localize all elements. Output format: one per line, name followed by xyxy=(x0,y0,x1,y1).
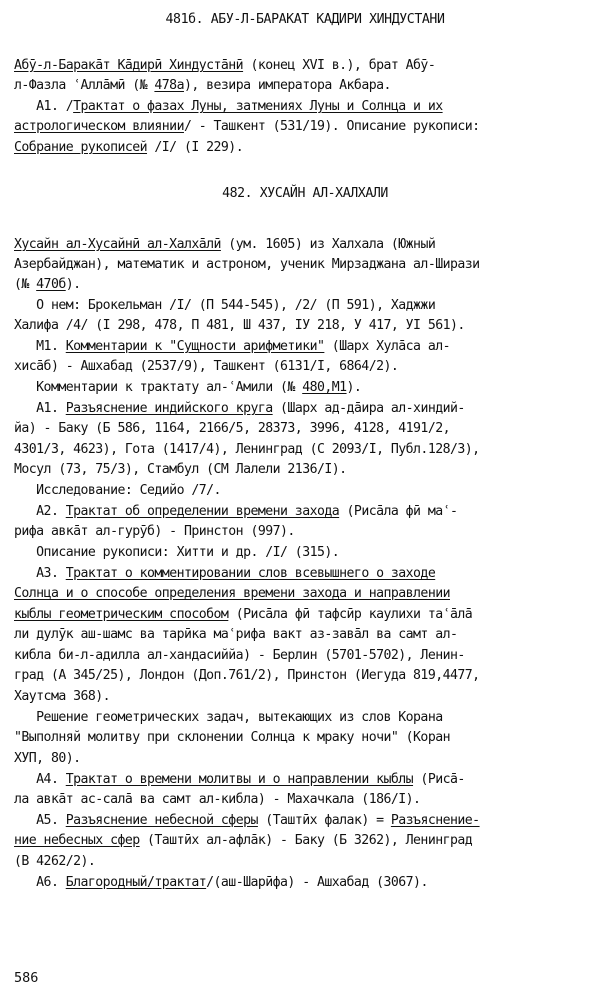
underlined-title: Абӯ-л-Баракāт Кāдирӣ Хиндустāнӣ xyxy=(14,58,244,73)
text-span: йа) - Баку (Б 586, 1164, 2166/5, 28373, 3996, 4128, 4191/2, xyxy=(14,421,450,436)
underlined-title: Разъяснение- xyxy=(390,813,480,828)
text-span: М1. xyxy=(14,339,66,354)
text-line xyxy=(14,97,598,117)
text-line xyxy=(14,522,598,542)
underlined-title: 480,М1 xyxy=(302,380,347,395)
text-line xyxy=(14,275,598,295)
text-span: /I/ (I 229). xyxy=(147,140,244,155)
text-span: А4. xyxy=(14,772,66,787)
underlined-title: Благородный/трактат xyxy=(65,875,207,890)
text-span: ), везира императора Акбара. xyxy=(183,78,391,93)
text-span: А6. xyxy=(14,875,66,890)
text-line xyxy=(14,378,598,398)
text-line xyxy=(14,357,598,377)
underlined-title: кыблы геометрическим способом xyxy=(14,607,229,622)
text-line xyxy=(14,481,598,501)
text-span: ХУП, 80). xyxy=(14,751,81,766)
text-span: (№ xyxy=(14,277,37,292)
text-line xyxy=(14,687,598,707)
text-span: Халифа /4/ (I 298, 478, П 481, Ш 437, IУ 218, У 417, УI 561). xyxy=(14,318,465,333)
text-span: Описание рукописи: Хитти и др. /I/ (315). xyxy=(14,545,340,560)
text-span: л-Фазла ʿАллāмӣ (№ xyxy=(14,78,155,93)
underlined-title: Трактат об определении времени захода xyxy=(65,504,340,519)
underlined-title: 470б xyxy=(36,277,66,292)
text-line xyxy=(14,76,598,96)
text-line xyxy=(14,235,598,255)
text-span: Решение геометрических задач, вытекающих из слов Корана xyxy=(14,710,443,725)
text-line xyxy=(14,255,598,275)
text-line xyxy=(14,728,598,748)
underlined-title: Трактат о времени молитвы и о направлении кыблы xyxy=(65,772,414,787)
text-span: (Шарх ад-дāира ал-хиндий- xyxy=(272,401,465,416)
text-line xyxy=(14,873,598,893)
text-line xyxy=(14,625,598,645)
text-line xyxy=(14,584,598,604)
text-span: (В 4262/2). xyxy=(14,854,96,869)
text-span: (конец XVI в.), брат Абӯ- xyxy=(243,58,436,73)
text-span: рифа авкāт ал-гурӯб) - Принстон (997). xyxy=(14,524,295,539)
text-line xyxy=(14,296,598,316)
text-span: (Таштӣх ал-афлāк) - Баку (Б 3262), Ленинград xyxy=(139,833,473,848)
text-span: А1. xyxy=(14,401,66,416)
text-span: Хаутсма 368). xyxy=(14,689,111,704)
text-span: Комментарии к трактату ал-ʿАмили (№ xyxy=(14,380,303,395)
underlined-title: Трактат о фазах Луны, затмениях Луны и Солнца и их xyxy=(73,99,443,114)
underlined-title: Разъяснение индийского круга xyxy=(65,401,273,416)
text-span: (Таштӣх фалак) = xyxy=(257,813,391,828)
text-line xyxy=(14,811,598,831)
text-span: / - Ташкент (531/19). Описание рукописи: xyxy=(183,119,480,134)
page-number: 586 xyxy=(14,970,39,986)
underlined-title: ние небесных сфер xyxy=(14,833,140,848)
text-line xyxy=(14,502,598,522)
text-span: хисāб) - Ашхабад (2537/9), Ташкент (6131/I, 6864/2). xyxy=(14,359,399,374)
text-span: ла авкāт ас-салā ва самт ал-кибла) - Махачкала (186/I). xyxy=(14,792,421,807)
underlined-title: Собрание рукописей xyxy=(14,140,148,155)
text-span: ). xyxy=(65,277,81,292)
text-line xyxy=(14,440,598,460)
underlined-title: Хусайн ал-Хусайнӣ ал-Халхāлӣ xyxy=(14,237,221,252)
text-line xyxy=(14,564,598,584)
text-span: /(аш-Шарӣфа) - Ашхабад (3067). xyxy=(206,875,428,890)
text-span: 4301/3, 4623), Гота (1417/4), Ленинград (С 2093/I, Публ.128/3), xyxy=(14,442,480,457)
text-line xyxy=(14,770,598,790)
section-heading-482: 482. ХУСАЙН АЛ-ХАЛХАЛИ xyxy=(222,186,388,201)
text-line xyxy=(14,117,598,137)
text-span: (Рисāла фӣ тафсӣр каулихи таʿāлā xyxy=(228,607,473,622)
text-span: град (А 345/25), Лондон (Доп.761/2), Принстон (Иегуда 819,4477, xyxy=(14,668,480,683)
underlined-title: Комментарии к "Сущности арифметики" xyxy=(65,339,325,354)
underlined-title: 478а xyxy=(154,78,184,93)
text-span: (Шарх Хулāса ал- xyxy=(324,339,450,354)
text-span: Мосул (73, 75/3), Стамбул (СМ Лалели 2136/I). xyxy=(14,462,347,477)
text-span: А3. xyxy=(14,566,66,581)
text-line xyxy=(14,790,598,810)
text-line xyxy=(14,399,598,419)
text-span: ). xyxy=(346,380,362,395)
text-span: (Рисā- xyxy=(413,772,465,787)
text-span: А5. xyxy=(14,813,66,828)
text-line xyxy=(14,852,598,872)
text-line xyxy=(14,605,598,625)
text-line xyxy=(14,543,598,563)
text-span: ли дулӯк аш-шамс ва тарӣка маʿрифа вакт аз-завāл ва самт ал- xyxy=(14,627,458,642)
text-span: "Выполняй молитву при склонении Солнца к мраку ночи" (Коран xyxy=(14,730,450,745)
text-span: О нем: Брокельман /I/ (П 544-545), /2/ (П 591), Хаджжи xyxy=(14,298,436,313)
text-span: (ум. 1605) из Халхала (Южный xyxy=(220,237,436,252)
text-span: А2. xyxy=(14,504,66,519)
underlined-title: Солнца и о способе определения времени захода и направлении xyxy=(14,586,450,601)
text-line xyxy=(14,666,598,686)
underlined-title: Разъяснение небесной сферы xyxy=(65,813,258,828)
section-heading-481b: 481б. АБУ-Л-БАРАКАТ КАДИРИ ХИНДУСТАНИ xyxy=(165,12,445,27)
text-line xyxy=(14,708,598,728)
text-line xyxy=(14,419,598,439)
text-line xyxy=(14,460,598,480)
text-line xyxy=(14,138,598,158)
underlined-title: Трактат о комментировании слов всевышнего о заходе xyxy=(65,566,436,581)
text-line xyxy=(14,56,598,76)
text-span: А1. / xyxy=(14,99,74,114)
text-span: Исследование: Седийо /7/. xyxy=(14,483,221,498)
text-line xyxy=(14,337,598,357)
text-span: кибла би-л-адилла ал-хандасиййа) - Берлин (5701-5702), Ленин- xyxy=(14,648,465,663)
text-line xyxy=(14,831,598,851)
text-line xyxy=(14,646,598,666)
text-span: Азербайджан), математик и астроном, ученик Мирзаджана ал-Ширази xyxy=(14,257,480,272)
text-span: (Рисāла фӣ маʿ- xyxy=(339,504,458,519)
text-line xyxy=(14,749,598,769)
text-line xyxy=(14,316,598,336)
underlined-title: астрологическом влиянии xyxy=(14,119,184,134)
